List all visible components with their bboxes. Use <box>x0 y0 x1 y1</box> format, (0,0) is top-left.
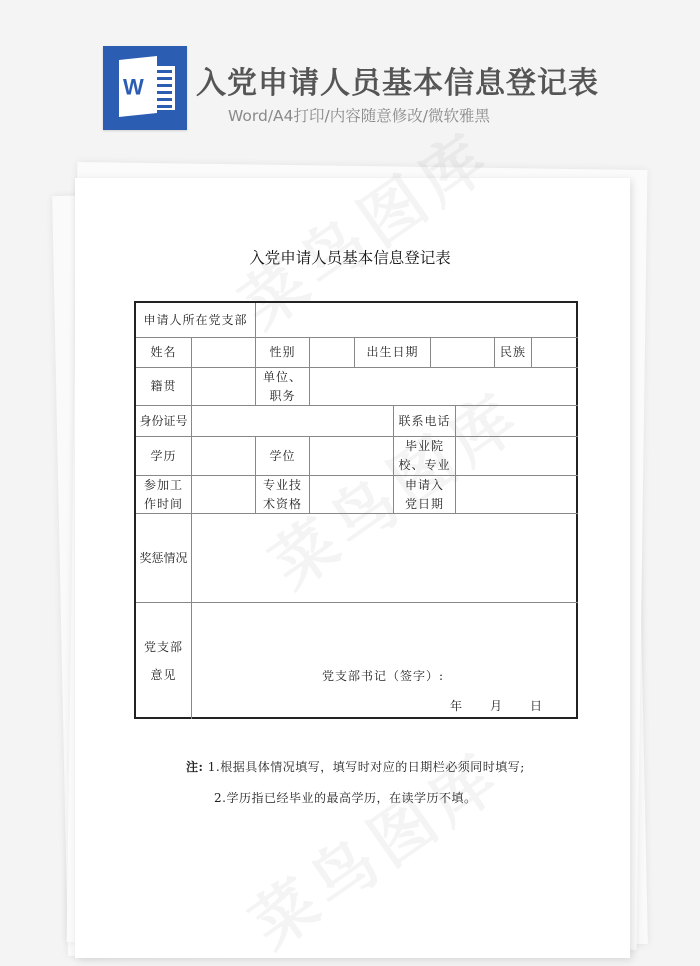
apply-date-field[interactable] <box>456 476 578 514</box>
note-text-1: 1.根据具体情况填写，填写时对应的日期栏必须同时填写; <box>207 760 525 774</box>
note-line-1 <box>186 758 525 775</box>
branch-label: 申请人所在党支部 <box>136 303 256 338</box>
word-icon <box>103 46 187 130</box>
ethnicity-field[interactable] <box>532 338 578 368</box>
header-subtitle: Word/A4打印/内容随意修改/微软雅黑 <box>228 107 490 125</box>
native-field[interactable] <box>192 368 256 406</box>
note-prefix: 注: <box>186 760 204 774</box>
education-field[interactable] <box>192 437 256 476</box>
awards-field[interactable] <box>192 514 578 603</box>
tech-title-label <box>256 476 310 514</box>
unit-label <box>256 368 310 406</box>
birth-field[interactable] <box>431 338 495 368</box>
branch-field[interactable] <box>256 303 578 338</box>
unit-label-line1: 单位、 <box>262 369 302 384</box>
awards-label: 奖惩情况 <box>136 514 192 603</box>
school-label <box>394 437 456 476</box>
degree-field[interactable] <box>310 437 394 476</box>
opinion-label-line1: 党支部 <box>143 640 183 654</box>
work-start-label <box>136 476 192 514</box>
apply-date-line1: 申请入 <box>404 477 444 492</box>
opinion-label-line2: 意见 <box>150 668 177 682</box>
phone-label: 联系电话 <box>394 406 456 437</box>
gender-field[interactable] <box>310 338 355 368</box>
work-label-line1: 参加工 <box>143 477 183 492</box>
ethnicity-label: 民族 <box>495 338 532 368</box>
note-line-2: 2.学历指已经毕业的最高学历，在读学历不填。 <box>214 791 477 805</box>
apply-date-label <box>394 476 456 514</box>
school-label-line2: 校、专业 <box>398 458 451 472</box>
opinion-field[interactable] <box>192 603 578 719</box>
unit-field[interactable] <box>310 368 578 406</box>
date-year-label: 年 <box>450 699 464 713</box>
work-start-field[interactable] <box>192 476 256 514</box>
name-field[interactable] <box>192 338 256 368</box>
phone-field[interactable] <box>456 406 578 437</box>
opinion-label <box>136 603 192 719</box>
education-label: 学历 <box>136 437 192 476</box>
tech-title-field[interactable] <box>310 476 394 514</box>
native-label: 籍贯 <box>136 368 192 406</box>
word-letter: W <box>123 74 144 100</box>
header-title: 入党申请人员基本信息登记表 <box>196 66 599 101</box>
unit-label-line2: 职务 <box>269 388 296 403</box>
work-label-line2: 作时间 <box>143 496 183 511</box>
name-label: 姓名 <box>136 338 192 368</box>
school-field[interactable] <box>456 437 578 476</box>
date-day-label: 日 <box>530 699 544 713</box>
tech-title-line1: 专业技 <box>262 477 302 492</box>
apply-date-line2: 党日期 <box>404 496 444 511</box>
degree-label: 学位 <box>256 437 310 476</box>
id-field[interactable] <box>192 406 394 437</box>
tech-title-line2: 术资格 <box>262 496 302 511</box>
gender-label: 性别 <box>256 338 310 368</box>
document-title: 入党申请人员基本信息登记表 <box>249 249 451 267</box>
word-page-icon <box>119 56 157 117</box>
birth-label: 出生日期 <box>355 338 431 368</box>
id-label: 身份证号 <box>136 406 192 437</box>
secretary-signature-label: 党支部书记（签字）: <box>322 669 445 683</box>
registration-form-table <box>134 301 578 719</box>
date-month-label: 月 <box>490 699 504 713</box>
school-label-line1: 毕业院 <box>404 439 444 453</box>
